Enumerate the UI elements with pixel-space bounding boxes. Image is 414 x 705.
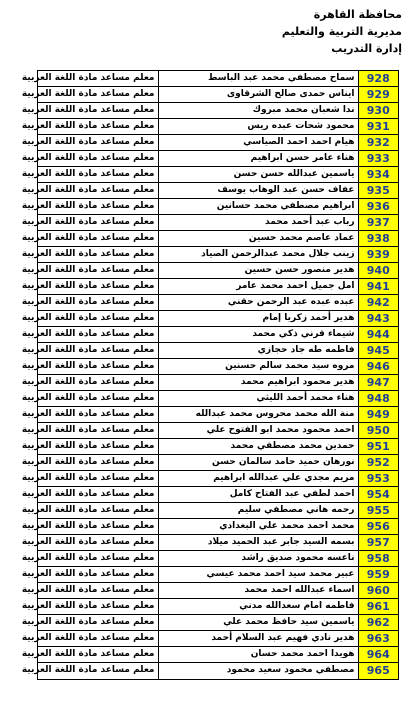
- name-cell: احمد محمود محمد ابو الفتوح علي: [158, 423, 358, 439]
- document-header: [282, 6, 402, 57]
- job-cell: معلم مساعد مادة اللغة العربية: [38, 487, 158, 503]
- number-cell: 947: [358, 375, 398, 391]
- number-cell: 957: [358, 535, 398, 551]
- job-cell: معلم مساعد مادة اللغة العربية: [38, 375, 158, 391]
- table-row: [38, 647, 398, 663]
- number-cell: 959: [358, 567, 398, 583]
- job-cell: معلم مساعد مادة اللغة العربية: [38, 151, 158, 167]
- number-cell: 956: [358, 519, 398, 535]
- department-title: إدارة التدريب: [331, 42, 402, 55]
- number-cell: 945: [358, 343, 398, 359]
- number-cell: 935: [358, 183, 398, 199]
- number-cell: 953: [358, 471, 398, 487]
- job-cell: معلم مساعد مادة اللغة العربية: [38, 199, 158, 215]
- job-cell: معلم مساعد مادة اللغة العربية: [38, 167, 158, 183]
- job-cell: معلم مساعد مادة اللغة العربية: [38, 87, 158, 103]
- name-cell: ندا شعبان محمد مبروك: [158, 103, 358, 119]
- name-cell: ابراهيم مصطفي محمد حسانين: [158, 199, 358, 215]
- table-row: [38, 535, 398, 551]
- table-row: [38, 567, 398, 583]
- job-cell: معلم مساعد مادة اللغة العربية: [38, 535, 158, 551]
- name-cell: مريم مجدي علي عبدالله ابراهيم: [158, 471, 358, 487]
- name-cell: مروه سيد محمد سالم حسنين: [158, 359, 358, 375]
- name-cell: منة الله محمد محروس محمد عبدالله: [158, 407, 358, 423]
- name-cell: فاطمه امام سعدالله مدني: [158, 599, 358, 615]
- table-row: [38, 391, 398, 407]
- table-row: [38, 599, 398, 615]
- number-cell: 963: [358, 631, 398, 647]
- number-cell: 962: [358, 615, 398, 631]
- job-cell: معلم مساعد مادة اللغة العربية: [38, 391, 158, 407]
- job-cell: معلم مساعد مادة اللغة العربية: [38, 279, 158, 295]
- name-cell: فاطمه طه جاد حجازي: [158, 343, 358, 359]
- job-cell: معلم مساعد مادة اللغة العربية: [38, 615, 158, 631]
- number-cell: 931: [358, 119, 398, 135]
- job-cell: معلم مساعد مادة اللغة العربية: [38, 215, 158, 231]
- number-cell: 937: [358, 215, 398, 231]
- name-cell: رباب عبد أحمد محمد: [158, 215, 358, 231]
- table-row: [38, 247, 398, 263]
- table-row: [38, 471, 398, 487]
- table-row: [38, 119, 398, 135]
- name-cell: هدير منصور حسن حسين: [158, 263, 358, 279]
- name-cell: ياسمين عبدالله حسن حسن: [158, 167, 358, 183]
- table-row: [38, 151, 398, 167]
- name-cell: اسماء عبدالله احمد محمد: [158, 583, 358, 599]
- name-cell: هيام احمد احمد الصياسي: [158, 135, 358, 151]
- table-row: [38, 375, 398, 391]
- job-cell: معلم مساعد مادة اللغة العربية: [38, 631, 158, 647]
- name-cell: رحمه هاني مصطفي سليم: [158, 503, 358, 519]
- number-cell: 943: [358, 311, 398, 327]
- table-row: [38, 663, 398, 679]
- job-cell: معلم مساعد مادة اللغة العربية: [38, 231, 158, 247]
- name-cell: ياسمين سيد حافظ محمد علي: [158, 615, 358, 631]
- job-cell: معلم مساعد مادة اللغة العربية: [38, 519, 158, 535]
- job-cell: معلم مساعد مادة اللغة العربية: [38, 103, 158, 119]
- number-cell: 939: [358, 247, 398, 263]
- number-cell: 958: [358, 551, 398, 567]
- table-row: [38, 519, 398, 535]
- name-cell: احمد لطفي عبد الفتاح كامل: [158, 487, 358, 503]
- number-cell: 955: [358, 503, 398, 519]
- table-row: [38, 263, 398, 279]
- name-cell: بسمه السيد جابر عبد الحميد ميلاد: [158, 535, 358, 551]
- table-row: [38, 423, 398, 439]
- job-cell: معلم مساعد مادة اللغة العربية: [38, 567, 158, 583]
- name-cell: عفاف حسن عبد الوهاب يوسف: [158, 183, 358, 199]
- number-cell: 950: [358, 423, 398, 439]
- name-cell: زينب جلال محمد عبدالرحمن الصياد: [158, 247, 358, 263]
- job-cell: معلم مساعد مادة اللغة العربية: [38, 407, 158, 423]
- table-row: [38, 487, 398, 503]
- job-cell: معلم مساعد مادة اللغة العربية: [38, 263, 158, 279]
- name-cell: هدير نادي فهيم عبد السلام أحمد: [158, 631, 358, 647]
- table-row: [38, 455, 398, 471]
- job-cell: معلم مساعد مادة اللغة العربية: [38, 599, 158, 615]
- name-cell: امل جميل احمد محمد عامر: [158, 279, 358, 295]
- number-cell: 928: [358, 71, 398, 87]
- number-cell: 938: [358, 231, 398, 247]
- name-cell: عبده عبده عبد الرحمن حقني: [158, 295, 358, 311]
- number-cell: 936: [358, 199, 398, 215]
- governorate-title: محافظة القاهرة: [313, 8, 402, 21]
- job-cell: معلم مساعد مادة اللغة العربية: [38, 311, 158, 327]
- name-cell: شيماء قرني ذكي محمد: [158, 327, 358, 343]
- number-cell: 954: [358, 487, 398, 503]
- name-cell: ناعسه محمود صديق راشد: [158, 551, 358, 567]
- job-cell: معلم مساعد مادة اللغة العربية: [38, 71, 158, 87]
- table-row: [38, 199, 398, 215]
- table-row: [38, 359, 398, 375]
- teachers-table: [21, 70, 399, 680]
- number-cell: 946: [358, 359, 398, 375]
- job-cell: معلم مساعد مادة اللغة العربية: [38, 327, 158, 343]
- table-row: [38, 279, 398, 295]
- table-row: [38, 407, 398, 423]
- name-cell: هدير أحمد زكريا إمام: [158, 311, 358, 327]
- job-cell: معلم مساعد مادة اللغة العربية: [38, 471, 158, 487]
- table-row: [38, 551, 398, 567]
- table-row: [38, 295, 398, 311]
- job-cell: معلم مساعد مادة اللغة العربية: [38, 119, 158, 135]
- name-cell: هناء عامر حسن ابراهيم: [158, 151, 358, 167]
- job-cell: معلم مساعد مادة اللغة العربية: [38, 183, 158, 199]
- job-cell: معلم مساعد مادة اللغة العربية: [38, 551, 158, 567]
- name-cell: هناء محمد أحمد الليثي: [158, 391, 358, 407]
- job-cell: معلم مساعد مادة اللغة العربية: [38, 503, 158, 519]
- number-cell: 960: [358, 583, 398, 599]
- name-cell: ايناس حمدى صالح الشرقاوى: [158, 87, 358, 103]
- table-row: [38, 327, 398, 343]
- job-cell: معلم مساعد مادة اللغة العربية: [38, 295, 158, 311]
- job-cell: معلم مساعد مادة اللغة العربية: [38, 359, 158, 375]
- table-row: [38, 135, 398, 151]
- table-row: [38, 167, 398, 183]
- table-row: [38, 103, 398, 119]
- name-cell: نورهان حميد حامد سالمان حسن: [158, 455, 358, 471]
- table-row: [38, 503, 398, 519]
- number-cell: 941: [358, 279, 398, 295]
- table-row: [38, 631, 398, 647]
- job-cell: معلم مساعد مادة اللغة العربية: [38, 663, 158, 679]
- table-row: [38, 183, 398, 199]
- number-cell: 965: [358, 663, 398, 679]
- number-cell: 929: [358, 87, 398, 103]
- job-cell: معلم مساعد مادة اللغة العربية: [38, 343, 158, 359]
- table-row: [38, 439, 398, 455]
- number-cell: 964: [358, 647, 398, 663]
- job-cell: معلم مساعد مادة اللغة العربية: [38, 455, 158, 471]
- table-row: [38, 71, 398, 87]
- number-cell: 933: [358, 151, 398, 167]
- number-cell: 951: [358, 439, 398, 455]
- table-row: [38, 87, 398, 103]
- name-cell: عماد عاصم محمد حسين: [158, 231, 358, 247]
- name-cell: محمد احمد محمد علي البغدادي: [158, 519, 358, 535]
- job-cell: معلم مساعد مادة اللغة العربية: [38, 439, 158, 455]
- name-cell: هدير محمود ابراهيم محمد: [158, 375, 358, 391]
- name-cell: حمدين محمد مصطفي محمد: [158, 439, 358, 455]
- job-cell: معلم مساعد مادة اللغة العربية: [38, 135, 158, 151]
- number-cell: 930: [358, 103, 398, 119]
- number-cell: 949: [358, 407, 398, 423]
- directorate-title: مديرية التربية والتعليم: [281, 25, 402, 38]
- table-row: [38, 215, 398, 231]
- job-cell: معلم مساعد مادة اللغة العربية: [38, 583, 158, 599]
- number-cell: 932: [358, 135, 398, 151]
- name-cell: محمود شحات عبده ريس: [158, 119, 358, 135]
- number-cell: 944: [358, 327, 398, 343]
- name-cell: سماح مصطفي محمد عبد الباسط: [158, 71, 358, 87]
- table-row: [38, 343, 398, 359]
- number-cell: 948: [358, 391, 398, 407]
- table-row: [38, 311, 398, 327]
- number-cell: 942: [358, 295, 398, 311]
- name-cell: هويدا احمد محمد حسان: [158, 647, 358, 663]
- table-row: [38, 231, 398, 247]
- table-row: [38, 583, 398, 599]
- table-row: [38, 615, 398, 631]
- number-cell: 934: [358, 167, 398, 183]
- number-cell: 961: [358, 599, 398, 615]
- job-cell: معلم مساعد مادة اللغة العربية: [38, 247, 158, 263]
- name-cell: مصطفي محمود سعيد محمود: [158, 663, 358, 679]
- name-cell: عبير محمد سيد احمد محمد عيسي: [158, 567, 358, 583]
- job-cell: معلم مساعد مادة اللغة العربية: [38, 423, 158, 439]
- number-cell: 952: [358, 455, 398, 471]
- number-cell: 940: [358, 263, 398, 279]
- job-cell: معلم مساعد مادة اللغة العربية: [38, 647, 158, 663]
